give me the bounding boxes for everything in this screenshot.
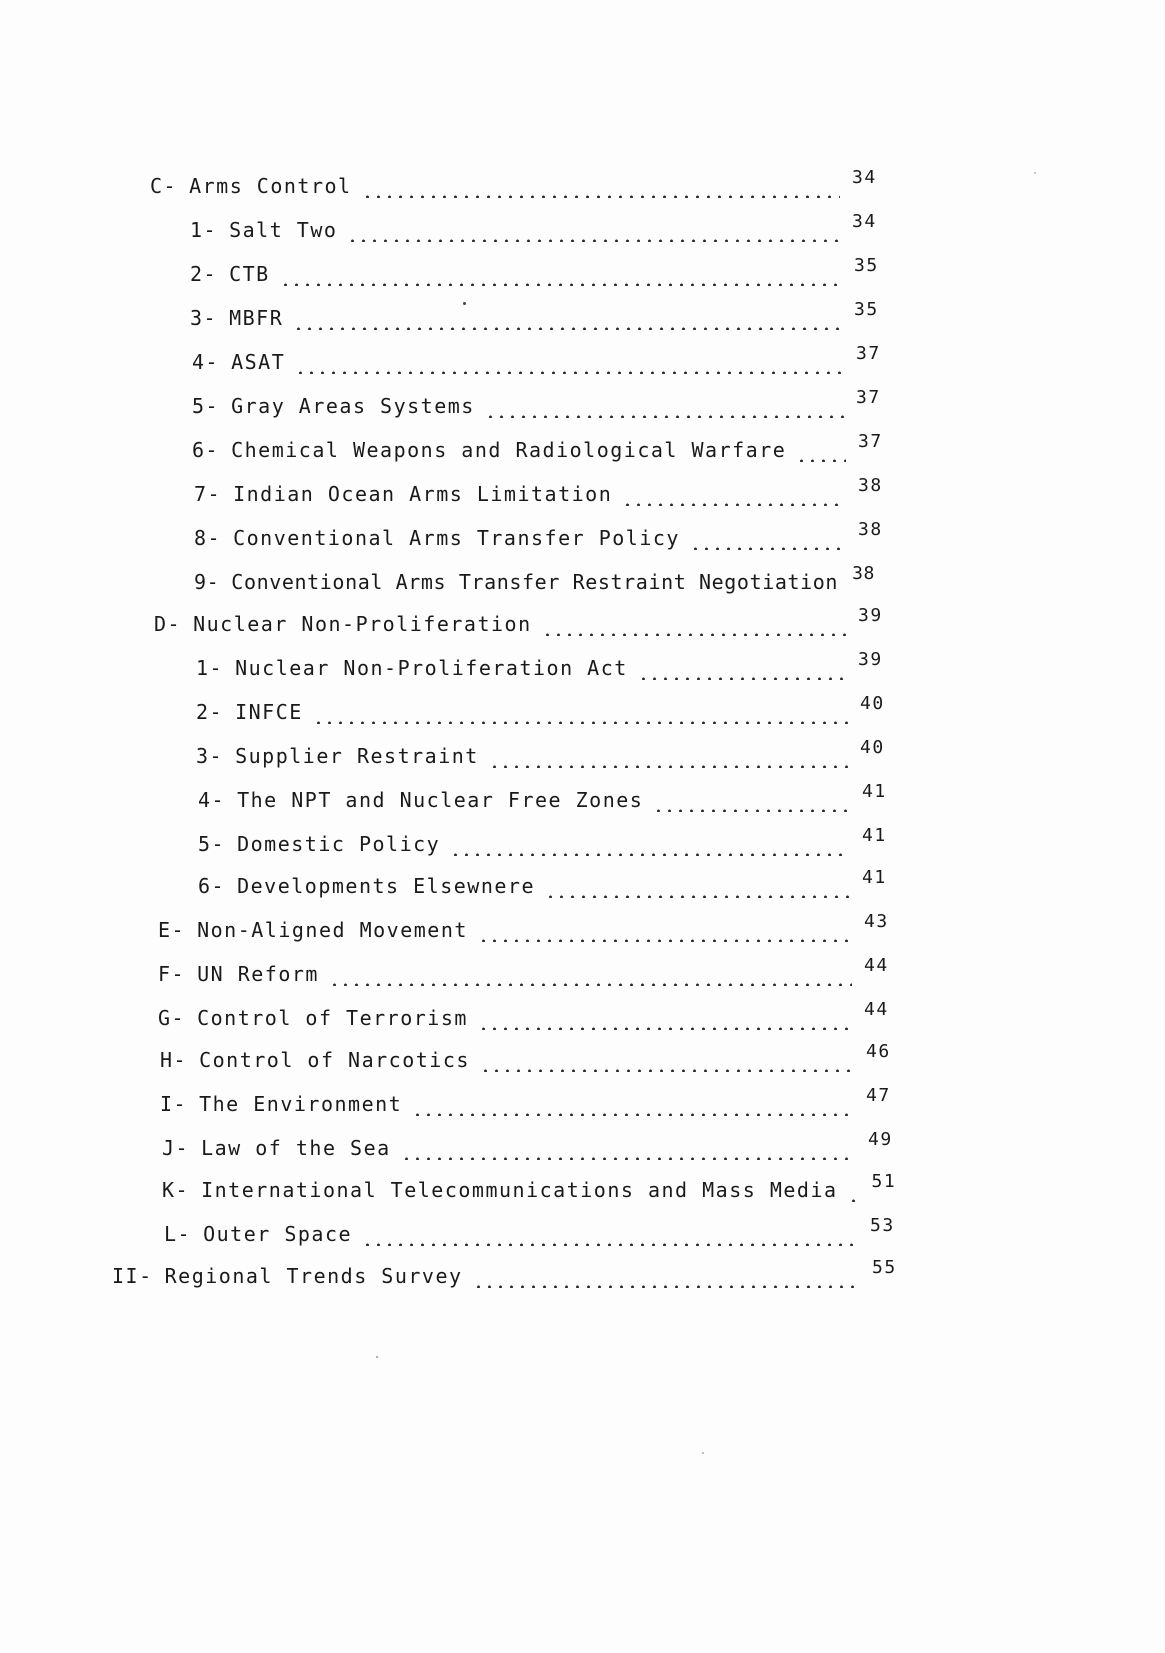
- toc-entry: [158, 956, 902, 986]
- dot-leader: [293, 310, 842, 330]
- toc-entry-label: [160, 1048, 480, 1072]
- toc-entry-page: 38: [858, 475, 883, 496]
- toc-entry: [150, 168, 890, 198]
- toc-entry-number: 3-: [196, 744, 224, 768]
- toc-entry-label: [162, 1136, 401, 1160]
- scan-speck: [1034, 172, 1036, 174]
- toc-entry-label: [196, 656, 638, 680]
- toc-entry-title: ASAT: [231, 350, 286, 374]
- toc-entry: [194, 476, 896, 506]
- toc-entry-page: 37: [856, 343, 881, 364]
- toc-entry-number: F-: [158, 962, 186, 986]
- toc-entry: [158, 1000, 902, 1030]
- dot-leader: [848, 1182, 860, 1202]
- toc-entry-page: 51: [871, 1171, 897, 1192]
- toc-entry-title: Chemical Weapons and Radiological Warfare: [231, 438, 787, 462]
- toc-entry-number: 5-: [192, 394, 220, 418]
- toc-entry-title: Non-Aligned Movement: [197, 918, 468, 942]
- toc-entry-page: 40: [860, 693, 885, 714]
- toc-entry-page: 55: [872, 1257, 897, 1278]
- toc-entry-page: 34: [852, 211, 877, 232]
- scan-speck: [463, 302, 466, 305]
- toc-entry-page: 34: [852, 167, 877, 188]
- toc-entry-label: [192, 394, 485, 418]
- toc-entry-page: 44: [864, 999, 889, 1020]
- toc-entry: [190, 300, 892, 330]
- toc-entry-number: 9-: [194, 570, 220, 594]
- dot-leader: [638, 660, 846, 680]
- dot-leader: [313, 704, 848, 724]
- toc-entry-label: [190, 306, 293, 330]
- toc-entry-page: 46: [866, 1041, 891, 1062]
- toc-entry-page: 37: [856, 387, 881, 408]
- toc-entry: [194, 520, 896, 550]
- toc-entry-page: 49: [868, 1129, 893, 1150]
- toc-entry-number: J-: [162, 1136, 190, 1160]
- toc-entry-label: [158, 962, 329, 986]
- toc-entry-title: Domestic Policy: [237, 832, 441, 856]
- toc-entry-title: The Environment: [199, 1092, 403, 1116]
- toc-entry-page: 43: [864, 911, 889, 932]
- toc-entry: [198, 782, 900, 812]
- toc-entry-title: Conventional Arms Transfer Restraint Negotiation: [231, 570, 839, 594]
- scan-speck: [376, 1356, 378, 1358]
- toc-entry-label: [198, 874, 545, 898]
- toc-entry-title: Indian Ocean Arms Limitation: [233, 482, 613, 506]
- toc-entry-title: Control of Narcotics: [199, 1048, 470, 1072]
- dot-leader: [473, 1268, 860, 1288]
- toc-entry-title: Regional Trends Survey: [164, 1264, 463, 1288]
- toc-entry: [158, 912, 902, 942]
- toc-entry-label: [194, 570, 852, 594]
- toc-entry: [196, 738, 898, 768]
- toc-entry-title: International Telecommunications and Mass Media: [201, 1178, 838, 1202]
- toc-entry-number: 2-: [190, 262, 218, 286]
- toc-entry: [194, 564, 906, 594]
- toc-entry-page: 40: [860, 737, 885, 758]
- dot-leader: [480, 1052, 854, 1072]
- toc-entry-page: 39: [858, 605, 883, 626]
- toc-entry-label: [190, 218, 347, 242]
- dot-leader: [401, 1140, 856, 1160]
- toc-entry-label: [154, 612, 542, 636]
- toc-entry-number: 8-: [194, 526, 222, 550]
- dot-leader: [362, 1226, 858, 1246]
- dot-leader: [690, 530, 846, 550]
- dot-leader: [450, 836, 850, 856]
- toc-entry: [198, 868, 900, 898]
- toc-entry: [196, 650, 896, 680]
- toc-entry-title: Supplier Restraint: [235, 744, 479, 768]
- toc-entry-title: Nuclear Non-Proliferation: [193, 612, 532, 636]
- dot-leader: [545, 878, 850, 898]
- dot-leader: [796, 442, 846, 462]
- toc-entry-number: H-: [160, 1048, 188, 1072]
- toc-entry-label: [158, 1006, 478, 1030]
- toc-entry-label: [150, 174, 362, 198]
- toc-entry-title: Arms Control: [189, 174, 352, 198]
- toc-entry: [192, 344, 894, 374]
- toc-entry-page: 35: [854, 299, 879, 320]
- toc-entry: [196, 694, 898, 724]
- toc-entry-title: CTB: [229, 262, 270, 286]
- toc-entry: [192, 432, 896, 462]
- toc-entry-page: 37: [858, 431, 883, 452]
- toc-entry-number: E-: [158, 918, 186, 942]
- dot-leader: [478, 922, 852, 942]
- toc-entry-number: 6-: [192, 438, 220, 462]
- toc-entry: [154, 606, 896, 636]
- toc-entry-title: Nuclear Non-Proliferation Act: [235, 656, 628, 680]
- dot-leader: [329, 966, 852, 986]
- toc-entry-number: 1-: [196, 656, 224, 680]
- toc-entry-number: D-: [154, 612, 182, 636]
- toc-entry-label: [198, 832, 450, 856]
- toc-entry: [164, 1216, 908, 1246]
- toc-entry: [192, 388, 894, 418]
- scan-speck: [702, 1452, 704, 1454]
- toc-entry-page: 38: [852, 563, 875, 584]
- toc-entry: [112, 1258, 910, 1288]
- dot-leader: [362, 178, 840, 198]
- toc-entry-number: K-: [162, 1178, 190, 1202]
- toc-entry-label: [192, 438, 796, 462]
- dot-leader: [295, 354, 844, 374]
- toc-entry-label: [190, 262, 280, 286]
- toc-entry-number: II-: [112, 1264, 153, 1288]
- toc-entry-number: C-: [150, 174, 178, 198]
- toc-entry-page: 39: [858, 649, 883, 670]
- toc-entry-label: [196, 744, 489, 768]
- toc-entry-title: The NPT and Nuclear Free Zones: [237, 788, 644, 812]
- toc-entry-number: I-: [160, 1092, 188, 1116]
- toc-entry-label: [112, 1264, 473, 1288]
- toc-entry: [162, 1172, 908, 1202]
- dot-leader: [478, 1010, 852, 1030]
- toc-entry-label: [194, 526, 690, 550]
- dot-leader: [653, 792, 850, 812]
- dot-leader: [412, 1096, 854, 1116]
- toc-entry-page: 41: [862, 781, 887, 802]
- toc-entry: [162, 1130, 906, 1160]
- toc-entry-label: [192, 350, 295, 374]
- toc-entry-title: Outer Space: [203, 1222, 353, 1246]
- toc-entry-page: 41: [862, 825, 887, 846]
- toc-entry-number: 1-: [190, 218, 218, 242]
- toc-entry-page: 53: [870, 1215, 895, 1236]
- toc-entry-title: Law of the Sea: [201, 1136, 391, 1160]
- toc-entry-label: [158, 918, 478, 942]
- toc-entry: [190, 212, 890, 242]
- toc-entry-title: MBFR: [229, 306, 284, 330]
- toc-entry-title: Gray Areas Systems: [231, 394, 475, 418]
- toc-entry-label: [162, 1178, 848, 1202]
- toc-entry-number: 2-: [196, 700, 224, 724]
- dot-leader: [489, 748, 848, 768]
- toc-entry-number: 3-: [190, 306, 218, 330]
- toc-entry: [198, 826, 900, 856]
- toc-entry-number: G-: [158, 1006, 186, 1030]
- toc-entry-label: [164, 1222, 362, 1246]
- toc-entry-number: 6-: [198, 874, 226, 898]
- dot-leader: [347, 222, 840, 242]
- toc-entry-number: 7-: [194, 482, 222, 506]
- toc-entry-page: 44: [864, 955, 889, 976]
- toc-entry-number: 4-: [192, 350, 220, 374]
- toc-entry-title: Salt Two: [229, 218, 338, 242]
- toc-entry-title: Control of Terrorism: [197, 1006, 468, 1030]
- toc-entry-number: 4-: [198, 788, 226, 812]
- dot-leader: [280, 266, 842, 286]
- toc-entry-label: [196, 700, 313, 724]
- toc-entry-page: 38: [858, 519, 883, 540]
- toc-entry-number: L-: [164, 1222, 192, 1246]
- toc-entry-number: 5-: [198, 832, 226, 856]
- toc-entry: [160, 1086, 904, 1116]
- toc-entry-label: [160, 1092, 412, 1116]
- toc-entry-title: Developments Elsewnere: [237, 874, 535, 898]
- toc-entry-title: UN Reform: [197, 962, 319, 986]
- toc-entry: [160, 1042, 904, 1072]
- toc-entry-label: [198, 788, 653, 812]
- dot-leader: [622, 486, 846, 506]
- toc-entry-title: INFCE: [235, 700, 303, 724]
- toc-entry-label: [194, 482, 622, 506]
- toc-entry-page: 35: [854, 255, 879, 276]
- toc-entry-page: 47: [866, 1085, 891, 1106]
- toc-entry-title: Conventional Arms Transfer Policy: [233, 526, 680, 550]
- dot-leader: [542, 616, 846, 636]
- toc-entry: [190, 256, 892, 286]
- dot-leader: [485, 398, 844, 418]
- toc-entry-page: 41: [862, 867, 887, 888]
